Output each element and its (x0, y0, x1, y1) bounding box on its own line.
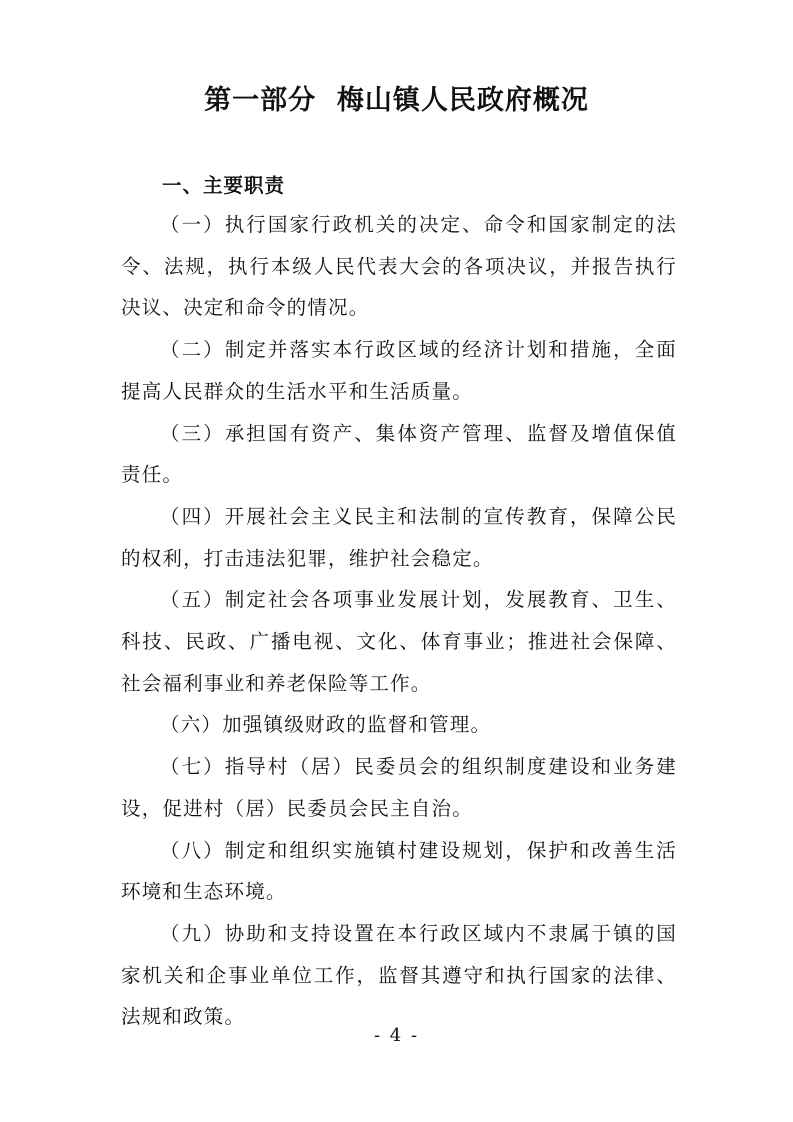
duty-paragraph-3: （三）承担国有资产、集体资产管理、监督及增值保值责任。 (121, 421, 677, 487)
duty-paragraph-6: （六）加强镇级财政的监督和管理。 (160, 713, 492, 737)
duty-paragraph-5: （五）制定社会各项事业发展计划，发展教育、卫生、科技、民政、广播电视、文化、体育事业；推进社会保障、社会福利事业和养老保险等工作。 (121, 588, 677, 695)
page-title: 第一部分 梅山镇人民政府概况 (204, 85, 589, 116)
page-number: - 4 - (373, 1025, 420, 1046)
duty-paragraph-1: （一）执行国家行政机关的决定、命令和国家制定的法令、法规，执行本级人民代表大会的各项决议，并报告执行决议、决定和命令的情况。 (121, 213, 677, 320)
duty-paragraph-7: （七）指导村（居）民委员会的组织制度建设和业务建设，促进村（居）民委员会民主自治。 (121, 755, 677, 820)
duty-paragraph-2: （二）制定并落实本行政区域的经济计划和措施，全面提高人民群众的生活水平和生活质量。 (121, 338, 677, 403)
duties-list (121, 204, 677, 1038)
section-heading: 一、主要职责 (162, 174, 286, 197)
duty-paragraph-4: （四）开展社会主义民主和法制的宣传教育，保障公民的权利，打击违法犯罪，维护社会稳定。 (121, 504, 677, 570)
duty-paragraph-8: （八）制定和组织实施镇村建设规划，保护和改善生活环境和生态环境。 (121, 838, 677, 904)
duty-paragraph-9: （九）协助和支持设置在本行政区域内不隶属于镇的国家机关和企事业单位工作，监督其遵守和执行国家的法律、法规和政策。 (121, 921, 677, 1029)
